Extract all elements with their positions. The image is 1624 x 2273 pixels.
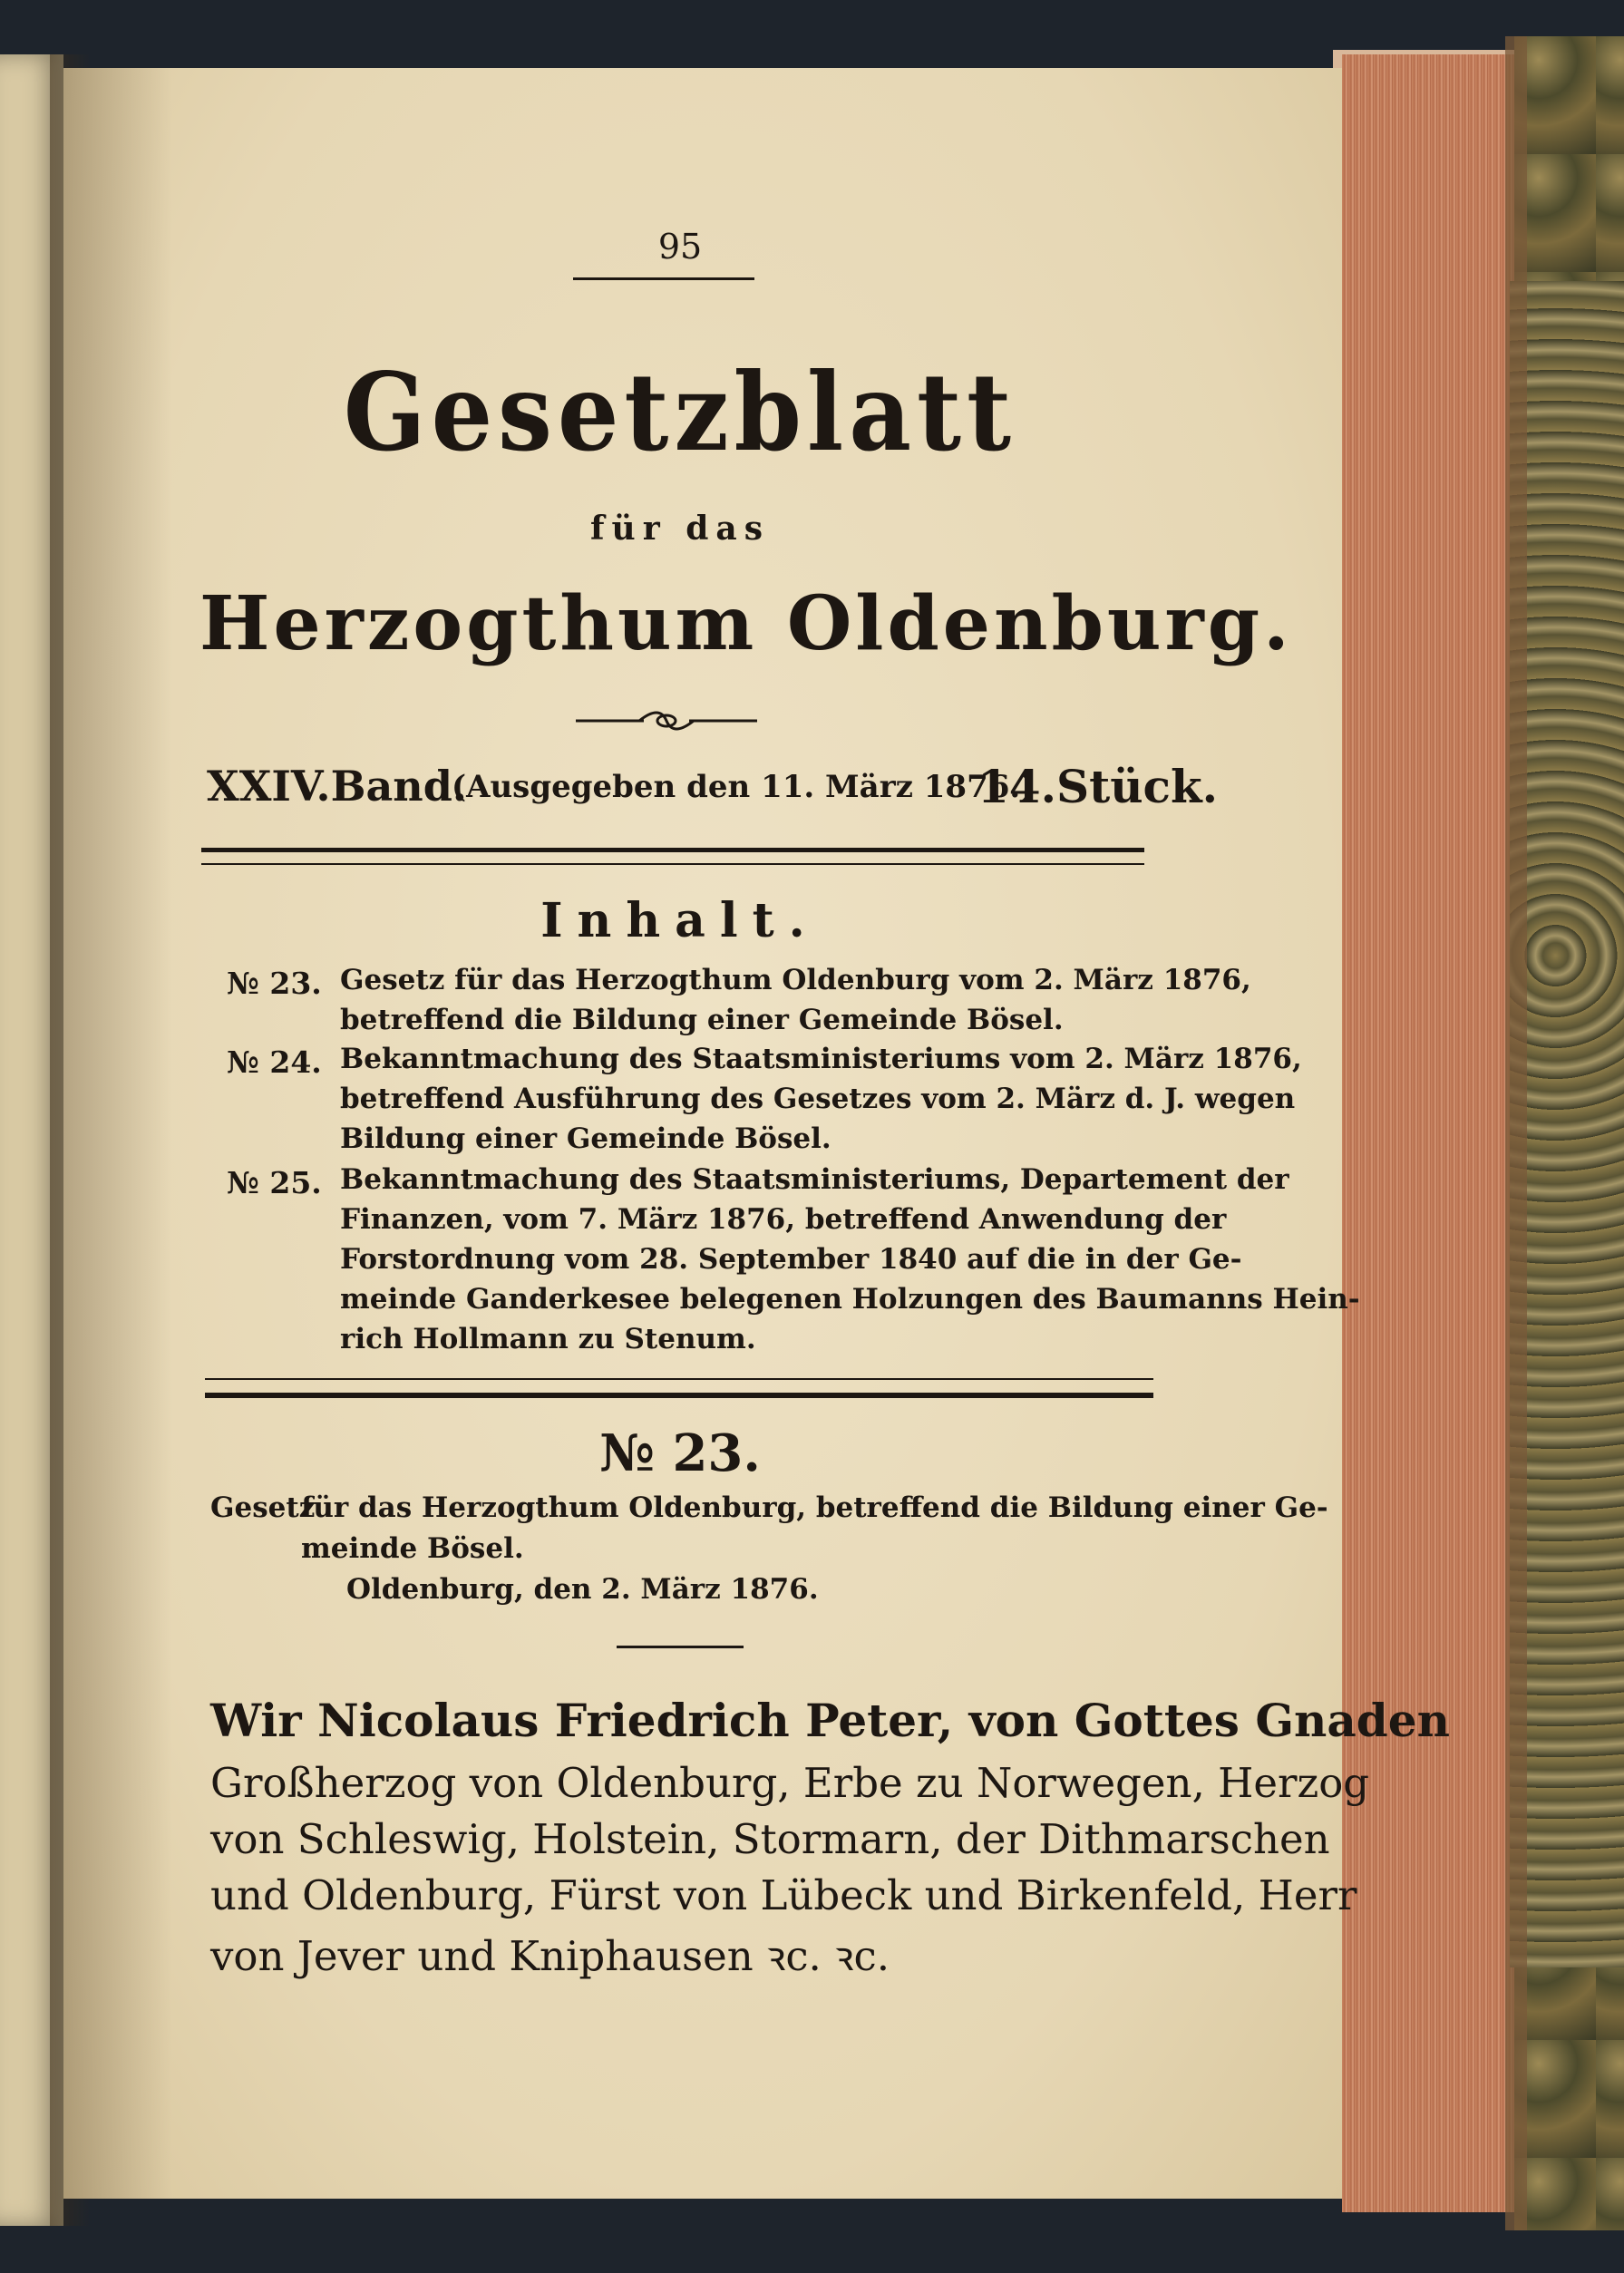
preamble-line-4: und Oldenburg, Fürst von Lübeck und Birkenfeld, Herr [210,1871,1357,1919]
page-gutter-shade [63,68,172,2199]
contents-entry-24-number: № 24. [227,1044,322,1080]
issue-date: (Ausgegeben den 11. März 1876.) [452,769,1036,805]
page-number: 95 [657,227,703,267]
cover-spine-strip [1505,36,1527,2230]
law-title-line-1: für das Herzogthum Oldenburg, betreffend die Bildung einer Ge- [301,1491,1328,1524]
contents-entry-23-number: № 23. [227,966,322,1001]
contents-entry-25-line-5: rich Hollmann zu Stenum. [340,1323,756,1355]
contents-entry-25-line-4: meinde Ganderkesee belegenen Holzungen des Baumanns Hein- [340,1283,1360,1316]
volume-label: XXIV.Band. [207,762,467,811]
contents-entry-25-line-1: Bekanntmachung des Staatsministeriums, Departement der [340,1163,1289,1196]
contents-entry-25-number: № 25. [227,1165,322,1200]
masthead-title: Gesetzblatt [343,349,1017,475]
law-place-date: Oldenburg, den 2. März 1876. [346,1573,819,1606]
contents-entry-24-line-3: Bildung einer Gemeinde Bösel. [340,1122,831,1155]
page-number-rule [573,277,754,280]
page-stack-edges [1342,54,1514,2212]
contents-entry-24-line-2: betreffend Ausführung des Gesetzes vom 2. März d. J. wegen [340,1083,1296,1115]
contents-entry-24-line-1: Bekanntmachung des Staatsministeriums vom 2. März 1876, [340,1043,1302,1075]
preamble-line-5: von Jever und Kniphausen ꝛc. ꝛc. [210,1932,890,1980]
contents-heading: Inhalt. [540,893,820,948]
piece-number: 14.Stück. [977,760,1219,813]
law-label: Gesetz [210,1491,316,1524]
preamble-line-1: Wir Nicolaus Friedrich Peter, von Gottes Gnaden [210,1694,1450,1747]
contents-entry-23-line-2: betreffend die Bildung einer Gemeinde Bösel. [340,1004,1064,1036]
double-rule-top-a [201,848,1144,852]
law-short-rule [617,1646,744,1648]
contents-entry-25-line-3: Forstordnung vom 28. September 1840 auf die in der Ge- [340,1243,1242,1276]
masthead-connector: für das [590,510,770,548]
contents-entry-23-line-1: Gesetz für das Herzogthum Oldenburg vom 2. März 1876, [340,964,1251,996]
preamble-line-3: von Schleswig, Holstein, Stormarn, der Dithmarschen [210,1815,1330,1863]
preamble-line-2: Großherzog von Oldenburg, Erbe zu Norwegen, Herzog [210,1759,1370,1807]
ornament-divider [576,707,757,734]
double-rule-top-b [201,863,1144,865]
masthead-subtitle: Herzogthum Oldenburg. [199,580,1293,667]
double-rule-bottom-b [205,1393,1153,1398]
law-number: № 23. [599,1423,761,1483]
double-rule-bottom-a [205,1378,1153,1380]
contents-entry-25-line-2: Finanzen, vom 7. März 1876, betreffend Anwendung der [340,1203,1227,1236]
law-title-line-2: meinde Bösel. [301,1532,524,1565]
